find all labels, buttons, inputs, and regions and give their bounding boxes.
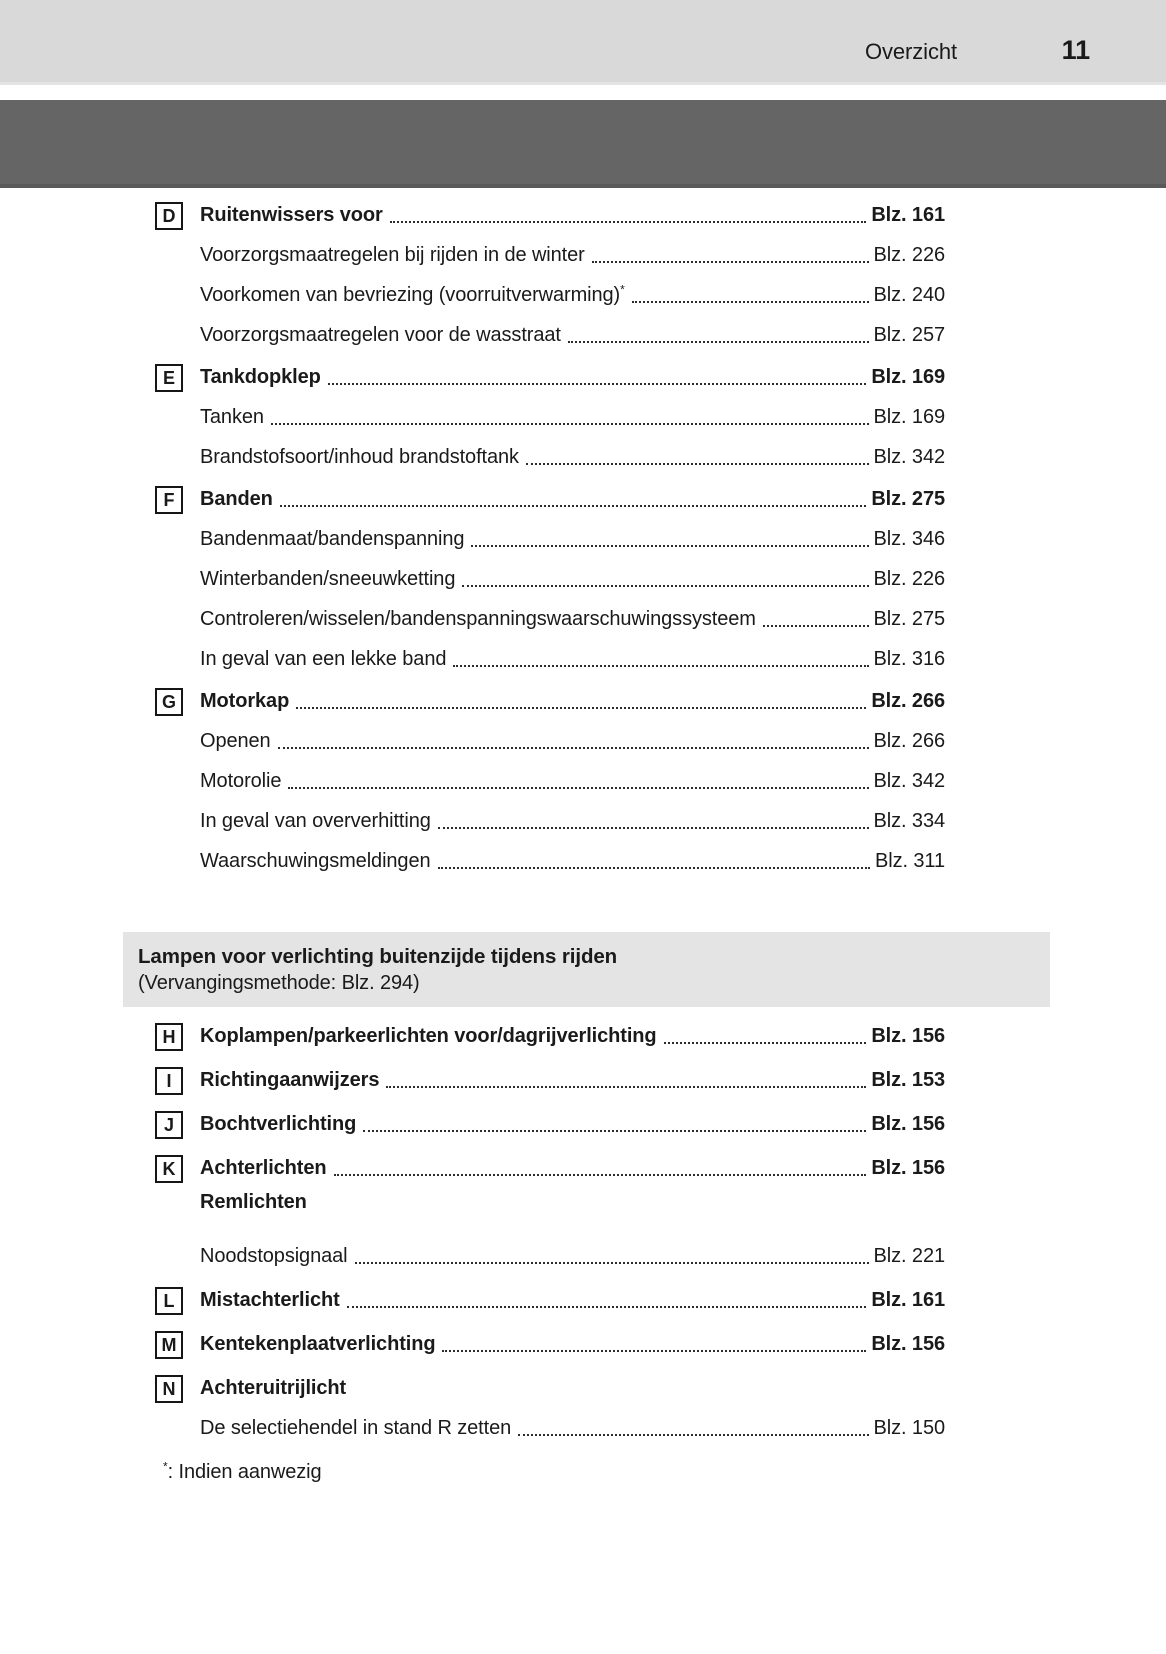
item-label: Voorzorgsmaatregelen bij rijden in de winter (200, 244, 585, 266)
page-header (0, 0, 1166, 85)
dotted-leader (462, 566, 868, 587)
item-label: Richtingaanwijzers (200, 1069, 380, 1091)
page-ref: Blz. 161 (871, 204, 945, 226)
section-banner-title: Lampen voor verlichting buitenzijde tijdens rijden (138, 945, 618, 968)
letter-spacer (155, 282, 183, 310)
page-ref: Blz. 266 (871, 690, 945, 712)
index-row (155, 1287, 945, 1315)
page-ref: Blz. 221 (873, 1245, 945, 1267)
header-section-title: Overzicht (864, 39, 957, 64)
letter-spacer (155, 1243, 183, 1271)
item-label: Brandstofsoort/inhoud brandstoftank (200, 446, 519, 468)
item-letter-badge: F (155, 486, 183, 514)
dotted-leader (664, 1023, 867, 1044)
item-label: De selectiehendel in stand R zetten (200, 1417, 512, 1439)
letter-spacer (155, 242, 183, 270)
page-ref: Blz. 275 (871, 488, 945, 510)
item-label: Waarschuwingsmeldingen (200, 850, 431, 872)
page-ref: Blz. 150 (873, 1417, 945, 1439)
item-label: Voorkomen van bevriezing (voorruitverwarming)* (200, 282, 625, 306)
index-row (155, 486, 945, 514)
index-row (155, 1023, 945, 1051)
item-label: Winterbanden/sneeuwketting (200, 568, 456, 590)
dotted-leader (328, 364, 867, 385)
dotted-leader (363, 1111, 866, 1132)
item-label: Openen (200, 730, 271, 752)
item-label: Motorolie (200, 770, 282, 792)
dotted-leader (355, 1243, 869, 1264)
item-label: In geval van een lekke band (200, 648, 447, 670)
item-letter-badge: D (155, 202, 183, 230)
page-ref: Blz. 311 (875, 850, 945, 872)
page-number: 11 (1061, 35, 1090, 65)
item-label: Noodstopsignaal (200, 1245, 348, 1267)
index-row (155, 646, 945, 674)
letter-spacer (155, 566, 183, 594)
dotted-leader (518, 1415, 868, 1436)
page-ref: Blz. 240 (873, 284, 945, 306)
index-row (155, 364, 945, 392)
item-letter-badge: M (155, 1331, 183, 1359)
dotted-leader (471, 526, 868, 547)
index-row (155, 322, 945, 350)
footnote-asterisk: * (163, 1459, 168, 1474)
page-ref: Blz. 226 (873, 244, 945, 266)
index-row (155, 566, 945, 594)
item-label: Tanken (200, 406, 264, 428)
dotted-leader (592, 242, 869, 263)
index-row (155, 1067, 945, 1095)
index-row (155, 606, 945, 634)
index-row (155, 848, 945, 876)
letter-spacer (155, 768, 183, 796)
dotted-leader (347, 1287, 867, 1308)
index-row (155, 526, 945, 554)
page-ref: Blz. 156 (871, 1157, 945, 1179)
index-row (155, 808, 945, 836)
index-row (155, 242, 945, 270)
letter-spacer (155, 404, 183, 432)
page-ref: Blz. 156 (871, 1333, 945, 1355)
page-ref: Blz. 169 (873, 406, 945, 428)
letter-spacer (155, 1189, 183, 1217)
page-ref: Blz. 156 (871, 1113, 945, 1135)
letter-spacer (155, 646, 183, 674)
dotted-leader (278, 728, 869, 749)
index-row (155, 1415, 945, 1443)
item-label: Mistachterlicht (200, 1289, 340, 1311)
index-row (155, 1189, 945, 1217)
index-row (155, 728, 945, 756)
page-ref: Blz. 342 (873, 770, 945, 792)
page-ref: Blz. 161 (871, 1289, 945, 1311)
dotted-leader (632, 282, 869, 303)
dotted-leader (334, 1155, 867, 1176)
dotted-leader (438, 848, 871, 869)
page-ref: Blz. 169 (871, 366, 945, 388)
item-label: Motorkap (200, 690, 290, 712)
dotted-leader (438, 808, 869, 829)
index-row (155, 202, 945, 230)
letter-spacer (155, 322, 183, 350)
item-label: Controleren/wisselen/bandenspanningswaarschuwingssysteem (200, 608, 756, 630)
page-ref: Blz. 266 (873, 730, 945, 752)
letter-spacer (155, 526, 183, 554)
item-label: Ruitenwissers voor (200, 204, 383, 226)
index-row-group-top (155, 202, 945, 876)
overview-index (0, 202, 1166, 1486)
index-row-group-bottom (155, 1023, 945, 1443)
item-letter-badge: K (155, 1155, 183, 1183)
index-row (155, 444, 945, 472)
index-row (155, 1111, 945, 1139)
dotted-leader (296, 688, 866, 709)
index-row (155, 1331, 945, 1359)
letter-spacer (155, 808, 183, 836)
index-row (155, 768, 945, 796)
section-banner-subtitle: (Vervangingsmethode: Blz. 294) (138, 972, 420, 994)
index-row (155, 1243, 945, 1271)
letter-spacer (155, 1415, 183, 1443)
item-letter-badge: J (155, 1111, 183, 1139)
footnote-marker: * (620, 282, 625, 297)
item-label: Bochtverlichting (200, 1113, 357, 1135)
index-row (155, 1155, 945, 1183)
item-letter-badge: L (155, 1287, 183, 1315)
item-letter-badge: H (155, 1023, 183, 1051)
index-row (155, 688, 945, 716)
dotted-leader (526, 444, 869, 465)
page-ref: Blz. 156 (871, 1025, 945, 1047)
page-ref: Blz. 342 (873, 446, 945, 468)
footnote-text: : Indien aanwezig (167, 1461, 322, 1483)
dotted-leader (271, 404, 869, 425)
index-row (155, 404, 945, 432)
item-label: Kentekenplaatverlichting (200, 1333, 436, 1355)
footnote (163, 1459, 945, 1486)
dotted-leader (763, 606, 869, 627)
page-ref: Blz. 275 (873, 608, 945, 630)
item-letter-badge: N (155, 1375, 183, 1403)
dotted-leader (442, 1331, 866, 1352)
index-row (155, 1375, 945, 1403)
dotted-leader (568, 322, 869, 343)
item-label: Achteruitrijlicht (200, 1377, 347, 1399)
item-label: Bandenmaat/bandenspanning (200, 528, 465, 550)
dotted-leader (390, 202, 867, 223)
dotted-leader (288, 768, 868, 789)
section-banner (123, 932, 1050, 1007)
page-ref: Blz. 316 (873, 648, 945, 670)
item-label: Voorzorgsmaatregelen voor de wasstraat (200, 324, 561, 346)
item-letter-badge: I (155, 1067, 183, 1095)
item-label: Remlichten (200, 1191, 307, 1213)
item-label: Koplampen/parkeerlichten voor/dagrijverlichting (200, 1025, 657, 1047)
item-letter-badge: E (155, 364, 183, 392)
dotted-leader (453, 646, 868, 667)
index-row (155, 282, 945, 310)
letter-spacer (155, 444, 183, 472)
dotted-leader (386, 1067, 866, 1088)
item-label: In geval van oververhitting (200, 810, 431, 832)
page-ref: Blz. 257 (873, 324, 945, 346)
page-ref: Blz. 346 (873, 528, 945, 550)
page-ref: Blz. 334 (873, 810, 945, 832)
letter-spacer (155, 728, 183, 756)
page-ref: Blz. 226 (873, 568, 945, 590)
letter-spacer (155, 606, 183, 634)
item-label: Tankdopklep (200, 366, 321, 388)
item-letter-badge: G (155, 688, 183, 716)
page-ref: Blz. 153 (871, 1069, 945, 1091)
item-label: Banden (200, 488, 273, 510)
item-label: Achterlichten (200, 1157, 327, 1179)
dotted-leader (280, 486, 867, 507)
letter-spacer (155, 848, 183, 876)
hero-image-band (0, 100, 1166, 188)
